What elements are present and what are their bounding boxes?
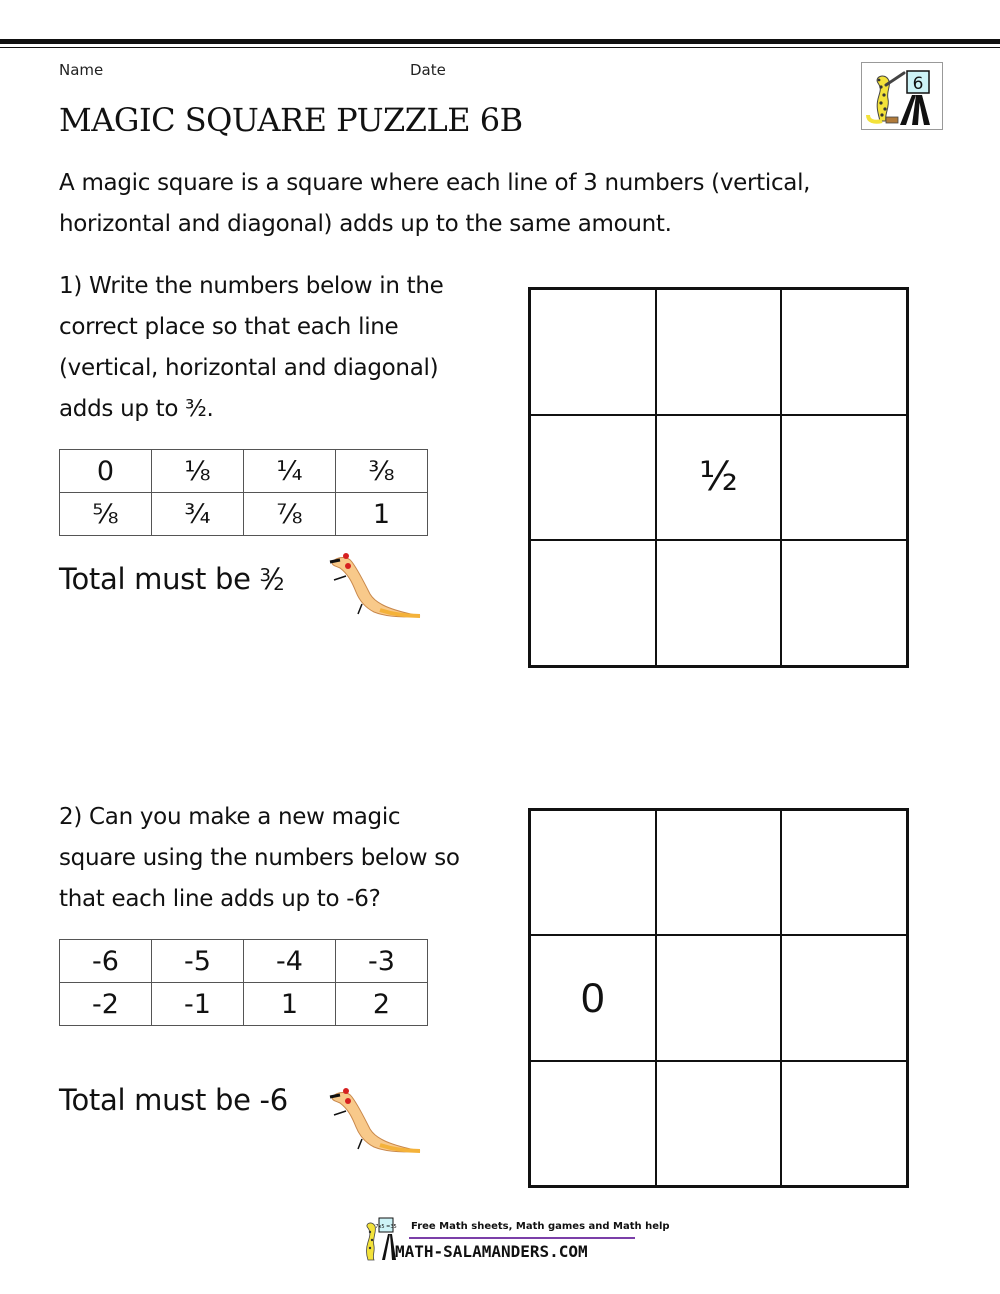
grid-cell-center: ½	[656, 415, 782, 541]
salamander-easel-logo-icon	[861, 62, 943, 130]
fraction-slash: ⁄	[269, 562, 275, 596]
puzzle1-question	[59, 266, 509, 430]
footer-tagline: Free Math sheets, Math games and Math help	[411, 1221, 670, 1232]
number-cell: -2	[60, 983, 152, 1026]
salamander-icon	[320, 1083, 425, 1161]
number-cell: -4	[244, 940, 336, 983]
grid-cell[interactable]	[530, 415, 656, 541]
grid-cell[interactable]	[656, 810, 782, 935]
footer-salamander-logo-icon	[362, 1216, 398, 1262]
grid-cell[interactable]	[781, 289, 907, 415]
number-cell: ⅜	[336, 450, 428, 493]
grid-cell[interactable]	[781, 1061, 907, 1186]
header-rule-thin	[0, 47, 1000, 48]
puzzle2-total: Total must be -6	[59, 1083, 288, 1117]
footer-badge-text: 7x5 =35	[375, 1224, 397, 1230]
puzzle1-question-line: adds up to ³⁄₂.	[59, 396, 214, 422]
number-cell: ¾	[152, 493, 244, 536]
number-cell: -5	[152, 940, 244, 983]
number-cell: -6	[60, 940, 152, 983]
number-cell: ⅝	[60, 493, 152, 536]
grid-cell-given: 0	[530, 935, 656, 1060]
grid-cell[interactable]	[530, 289, 656, 415]
puzzle2-question-line: that each line adds up to -6?	[59, 886, 381, 912]
name-label: Name	[59, 61, 104, 79]
fraction-denominator: 2	[273, 573, 285, 595]
puzzle1-question-line: correct place so that each line	[59, 314, 399, 340]
number-cell: -1	[152, 983, 244, 1026]
puzzle2-magic-square-grid	[528, 808, 909, 1188]
grid-cell[interactable]	[656, 540, 782, 666]
number-cell: ¼	[244, 450, 336, 493]
puzzle2-question	[59, 797, 509, 920]
grid-cell[interactable]	[781, 935, 907, 1060]
number-cell: 1	[336, 493, 428, 536]
grid-cell[interactable]	[656, 289, 782, 415]
puzzle2-question-line: square using the numbers below so	[59, 845, 460, 871]
footer-brand-link[interactable]: MATH-SALAMANDERS.COM	[395, 1242, 588, 1261]
grid-cell[interactable]	[781, 415, 907, 541]
grid-cell[interactable]	[656, 935, 782, 1060]
number-cell: 1	[244, 983, 336, 1026]
puzzle1-total	[59, 562, 284, 596]
grid-cell[interactable]	[781, 540, 907, 666]
page-title: MAGIC SQUARE PUZZLE 6B	[59, 101, 523, 139]
puzzle1-question-line: (vertical, horizontal and diagonal)	[59, 355, 439, 381]
puzzle1-question-line: 1) Write the numbers below in the	[59, 273, 444, 299]
number-cell: 0	[60, 450, 152, 493]
number-cell: ⅞	[244, 493, 336, 536]
salamander-icon	[320, 548, 425, 626]
fraction-numerator: 3	[259, 564, 271, 586]
puzzle2-question-line: 2) Can you make a new magic	[59, 804, 401, 830]
footer-divider	[409, 1237, 635, 1239]
puzzle2-number-bank	[59, 939, 428, 1026]
intro-text: A magic square is a square where each line of 3 numbers (vertical, horizontal and diagonal) adds up to the same amount.	[59, 170, 811, 237]
number-cell: 2	[336, 983, 428, 1026]
grid-cell[interactable]	[656, 1061, 782, 1186]
grade-badge: 6	[912, 74, 924, 94]
grid-cell[interactable]	[530, 810, 656, 935]
puzzle1-total-value	[260, 562, 285, 596]
grid-cell[interactable]	[530, 540, 656, 666]
puzzle1-magic-square-grid	[528, 287, 909, 668]
puzzle1-total-label: Total must be	[59, 562, 251, 596]
puzzle1-number-bank	[59, 449, 428, 536]
date-label: Date	[410, 61, 446, 79]
grid-cell[interactable]	[781, 810, 907, 935]
header-rule-thick	[0, 39, 1000, 44]
number-cell: ⅛	[152, 450, 244, 493]
grid-cell[interactable]	[530, 1061, 656, 1186]
number-cell: -3	[336, 940, 428, 983]
